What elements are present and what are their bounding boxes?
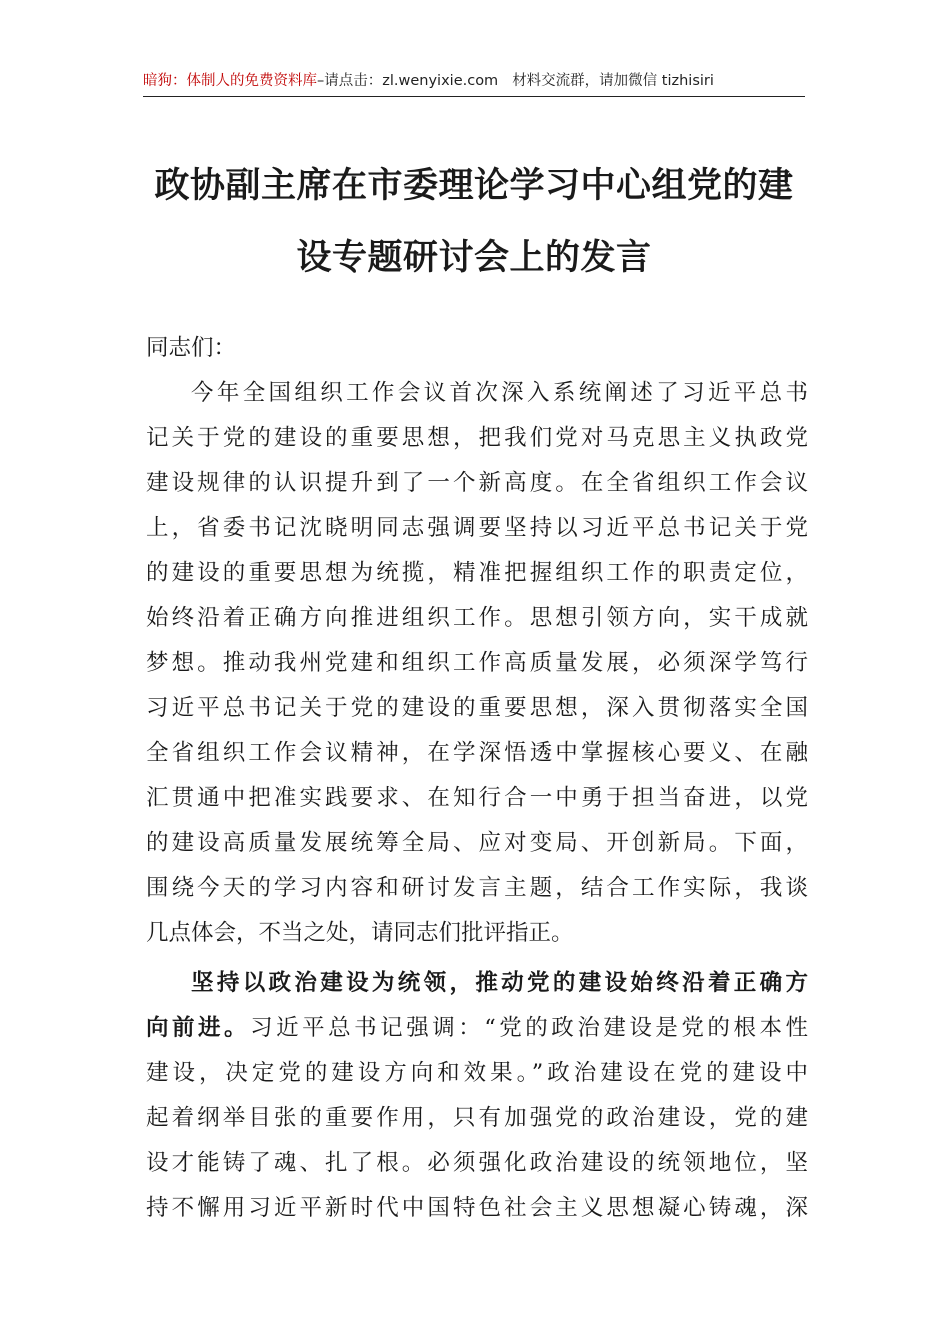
document-title [143,150,805,294]
para2-text: 习近平总书记强调：“党的政治建设是党的根本性 [250,1015,808,1041]
para1-line: 几点体会，不当之处，请同志们批评指正。 [146,920,574,946]
title-line-2: 设专题研讨会上的发言 [296,237,652,278]
para1-line: 的建设的重要思想为统揽，精准把握组织工作的职责定位， [146,560,808,586]
para2-line: 建设，决定党的建设方向和效果。”政治建设在党的建设中 [146,1060,808,1086]
title-line-1: 政协副主席在市委理论学习中心组党的建 [154,165,794,206]
para2-heading: 坚持以政治建设为统领，推动党的建设始终沿着正确方 [191,970,808,996]
para1-line: 习近平总书记关于党的建设的重要思想，深入贯彻落实全国 [146,695,808,721]
para2-heading-line [146,961,808,1006]
para2-heading-end: 向前进。 [146,1015,251,1041]
header-link[interactable]: –请点击：zl.wenyixie.com [317,73,499,89]
para1-line: 上，省委书记沈晓明同志强调要坚持以习近平总书记关于党 [146,515,808,541]
para1-line: 始终沿着正确方向推进组织工作。思想引领方向，实干成就 [146,605,808,631]
para2-line: 起着纲举目张的重要作用，只有加强党的政治建设，党的建 [146,1105,808,1131]
header-contact: 材料交流群，请加微信 tizhisiri [512,73,714,89]
salutation: 同志们： [146,335,237,361]
header-brand: 暗狗：体制人的免费资料库 [143,73,317,89]
para2-line: 持不懈用习近平新时代中国特色社会主义思想凝心铸魂，深 [146,1195,808,1221]
para1-line: 围绕今天的学习内容和研讨发言主题，结合工作实际，我谈 [146,875,808,901]
para1-line: 记关于党的建设的重要思想，把我们党对马克思主义执政党 [146,425,808,451]
header-banner [143,70,805,97]
document-body [146,326,808,1231]
para1-line: 今年全国组织工作会议首次深入系统阐述了习近平总书 [191,380,808,406]
para1-line: 梦想。推动我州党建和组织工作高质量发展，必须深学笃行 [146,650,808,676]
para1-line: 全省组织工作会议精神，在学深悟透中掌握核心要义、在融 [146,740,808,766]
para1-line: 的建设高质量发展统筹全局、应对变局、开创新局。下面， [146,830,808,856]
para2-line: 设才能铸了魂、扎了根。必须强化政治建设的统领地位，坚 [146,1150,808,1176]
para1-line: 汇贯通中把准实践要求、在知行合一中勇于担当奋进，以党 [146,785,808,811]
para2-line [146,1006,808,1051]
para1-line: 建设规律的认识提升到了一个新高度。在全省组织工作会议 [146,470,808,496]
